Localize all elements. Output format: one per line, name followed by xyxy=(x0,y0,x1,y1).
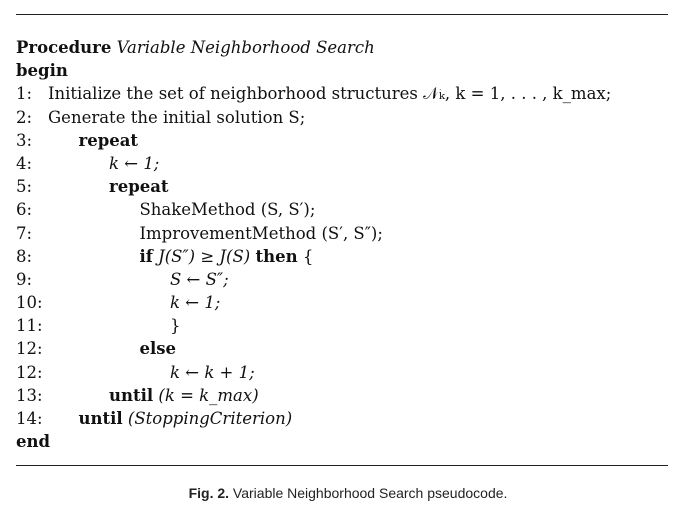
keyword: else xyxy=(139,339,177,359)
end-line xyxy=(16,430,668,453)
line-code xyxy=(140,222,383,245)
code-line xyxy=(16,268,668,291)
until-keyword: until xyxy=(78,409,123,428)
caption-text: Variable Neighborhood Search pseudocode. xyxy=(232,485,508,501)
code-line xyxy=(16,106,668,129)
figure-caption xyxy=(0,485,696,501)
line-code xyxy=(48,82,611,105)
begin-keyword: begin xyxy=(16,61,68,81)
procedure-header xyxy=(16,36,668,59)
line-number: 12: xyxy=(16,339,43,359)
code-line xyxy=(16,337,668,360)
if-keyword: if xyxy=(139,246,153,266)
line-code xyxy=(109,175,169,198)
statement: k ← k + 1; xyxy=(170,362,255,382)
procedure-keyword: Procedure xyxy=(16,38,112,57)
statement: Generate the initial solution S; xyxy=(48,107,306,127)
brace: { xyxy=(302,246,314,266)
line-code xyxy=(109,152,159,175)
line-code xyxy=(79,129,139,152)
line-code xyxy=(170,314,181,337)
line-code xyxy=(170,291,220,314)
code-line xyxy=(16,175,668,198)
caption-label: Fig. 2. xyxy=(188,485,230,501)
line-number: 11: xyxy=(16,316,43,336)
code-line xyxy=(16,407,668,430)
line-number: 6: xyxy=(16,200,33,220)
statement: ShakeMethod (S, S′); xyxy=(139,200,316,220)
line-code xyxy=(109,384,259,407)
line-code xyxy=(170,268,229,291)
line-code xyxy=(140,337,177,360)
keyword: repeat xyxy=(78,130,139,150)
line-number: 14: xyxy=(16,409,43,428)
code-lines xyxy=(16,82,668,430)
line-code xyxy=(140,198,316,221)
line-number: 7: xyxy=(16,223,33,243)
line-number: 2: xyxy=(16,107,33,127)
code-line xyxy=(16,291,668,314)
line-number: 4: xyxy=(16,153,33,173)
top-rule xyxy=(16,14,668,15)
line-number: 3: xyxy=(16,130,33,150)
condition: J(S″) ≥ J(S) xyxy=(158,246,251,266)
pseudocode-block xyxy=(16,36,668,453)
code-line xyxy=(16,222,668,245)
line-code xyxy=(170,361,255,384)
line-number: 10: xyxy=(16,293,43,313)
statement: k ← 1; xyxy=(109,153,160,173)
begin-line xyxy=(16,59,668,82)
statement: ImprovementMethod (S′, S″); xyxy=(139,223,383,243)
line-code xyxy=(140,245,314,268)
code-line xyxy=(16,314,668,337)
statement: } xyxy=(170,316,181,336)
statement: Initialize the set of neighborhood structures 𝒩ₖ, k = 1, . . . , k_max; xyxy=(48,84,612,104)
code-line xyxy=(16,129,668,152)
until-keyword: until xyxy=(109,385,154,405)
line-number: 5: xyxy=(16,177,33,197)
condition: (StoppingCriterion) xyxy=(127,409,293,428)
line-number: 13: xyxy=(16,385,43,405)
line-code xyxy=(79,407,293,430)
line-number: 8: xyxy=(16,246,33,266)
code-line xyxy=(16,384,668,407)
code-line xyxy=(16,361,668,384)
statement: S ← S″; xyxy=(170,269,229,289)
procedure-name: Variable Neighborhood Search xyxy=(116,38,375,57)
code-line xyxy=(16,198,668,221)
line-number: 12: xyxy=(16,362,43,382)
bottom-rule xyxy=(16,465,668,466)
end-keyword: end xyxy=(16,432,51,452)
keyword: repeat xyxy=(109,177,169,197)
line-code xyxy=(48,106,305,129)
statement: k ← 1; xyxy=(170,293,221,313)
code-line xyxy=(16,152,668,175)
condition: (k = k_max) xyxy=(158,385,259,405)
code-line xyxy=(16,245,668,268)
code-line xyxy=(16,82,668,105)
line-number: 9: xyxy=(16,269,33,289)
then-keyword: then xyxy=(255,246,298,266)
line-number: 1: xyxy=(16,84,33,104)
